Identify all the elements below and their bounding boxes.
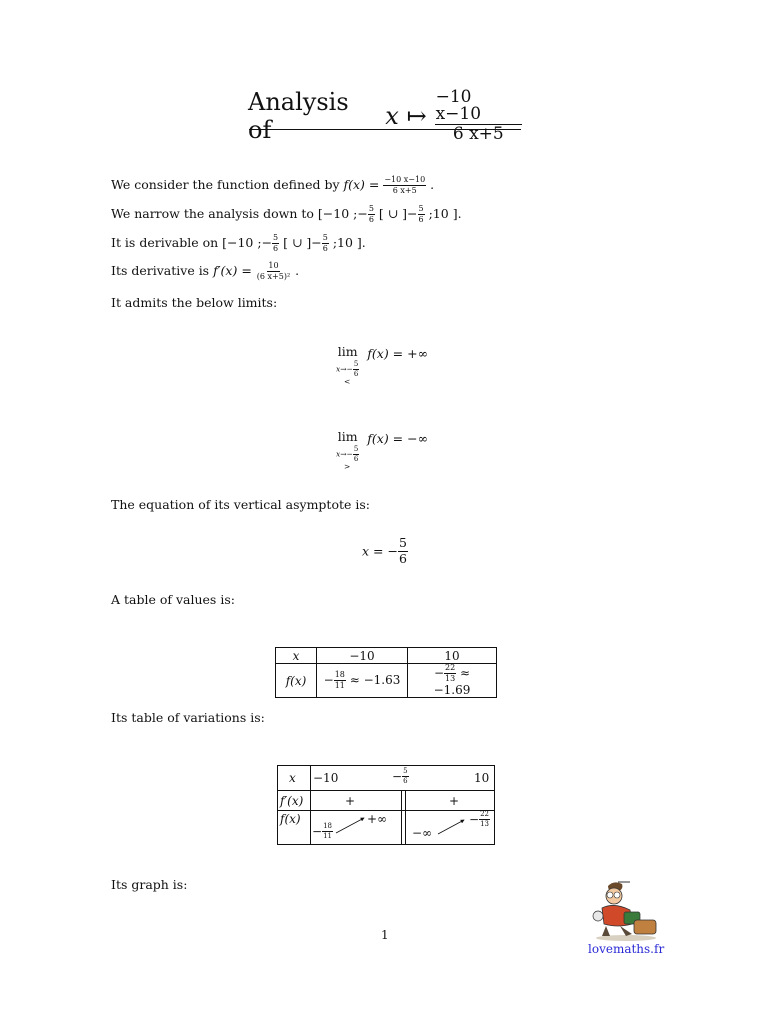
values-cell [317,664,408,698]
variations-table [277,765,495,845]
values-table [275,647,497,698]
p1-fraction [383,176,426,195]
var-x-mid-den: 6 [403,777,408,785]
asymptote-equation [362,537,408,565]
var-fprime-label: f′(x) [280,794,304,808]
frac-den: 6 [273,244,279,253]
p2-end: ;10 ]. [424,206,462,221]
values-cell: x [276,648,317,664]
title-var: x [385,102,399,130]
p4-fx: f′(x) = [213,263,256,278]
title-prefix: Analysis of [248,88,349,144]
values-approx: ≈ −1.69 [433,666,471,697]
values-num: 18 [334,670,345,679]
lim-sub-den: 6 [353,369,359,378]
lim-side: < [344,376,351,386]
frac-num: 5 [368,204,374,213]
limit-expression: f(x) = −∞ [367,431,429,446]
lim-operator [336,431,359,470]
values-cell: −10 [317,648,408,664]
lim-sub-num: 5 [353,359,359,368]
asymptote-lhs: x = − [362,543,398,559]
lim-sub-num: 5 [353,444,359,453]
p2-mid: [ ∪ ]− [374,206,418,221]
frac-den: 6 [418,215,424,224]
p4-fraction [256,262,291,281]
var-fprime-left-sign: + [345,794,356,808]
p2-frac-b [418,205,425,224]
title-denominator: 6 x+5 [452,124,504,144]
values-den: 11 [334,681,345,690]
title-numerator: −10 x−10 [435,89,522,125]
p4-num: 10 [268,261,279,270]
var-f-right-sign: − [469,812,480,827]
var-f-right-bottom: −∞ [412,826,433,840]
p3-text: It is derivable on [−10 ;− [111,235,273,250]
var-x-mid-sign: − [392,769,403,784]
lim-word: lim [337,344,358,359]
values-frac [334,671,346,690]
lim-subscript [336,361,359,386]
page-number: 1 [381,928,389,942]
values-den: 13 [445,674,456,683]
var-f-left-den: 11 [323,832,332,840]
limit-left [336,346,428,385]
values-row-fx [276,664,497,698]
p3-end: ;10 ]. [328,235,366,250]
paragraph-values-intro: A table of values is: [111,592,235,607]
var-arrows [278,766,494,844]
increase-arrow-left [336,818,364,833]
lim-word: lim [337,429,358,444]
values-cell [408,664,497,698]
var-f-right-den: 13 [480,820,489,828]
frac-num: 5 [273,233,279,242]
var-x-left: −10 [313,771,339,785]
frac-num: 5 [418,204,424,213]
frac-den: 6 [368,215,374,224]
paragraph-domain [111,205,462,224]
lovemaths-mascot-logo [586,880,666,942]
title-fraction [435,89,522,143]
var-f-left-top: +∞ [367,812,388,826]
asymptote-fraction [398,537,408,565]
values-sign: − [433,666,444,680]
p1-num: −10 x−10 [384,175,426,184]
values-cell: 10 [408,648,497,664]
p1-text: We consider the function defined by [111,177,344,192]
lim-sub-pre: x→− [336,364,353,373]
site-link[interactable]: lovemaths.fr [588,942,665,956]
title-underline [249,129,521,130]
limit-right [336,431,428,470]
lim-sub-den: 6 [353,454,359,463]
lim-sub-pre: x→− [336,449,353,458]
paragraph-derivable [111,234,366,253]
paragraph-variations-intro: Its table of variations is: [111,710,265,725]
var-x-right: 10 [474,771,490,785]
lim-sub-frac [353,361,359,378]
var-f-left-sign: − [312,824,323,839]
var-fprime-right-sign: + [449,794,460,808]
increase-arrow-right [438,820,464,834]
lim-operator [336,346,359,385]
asymptote-num: 5 [398,535,407,550]
p1-den: 6 x+5 [392,186,417,195]
paragraph-derivative [111,262,299,281]
values-approx: ≈ −1.63 [345,673,401,687]
values-frac [444,664,456,683]
page-title [248,88,522,144]
lim-sub-frac [353,446,359,463]
p1-fx: f(x) = [343,177,384,192]
paragraph-function-definition [111,176,434,195]
asymptote-den: 6 [398,550,407,566]
title-mapsto: ↦ [406,102,427,130]
values-cell: f(x) [276,664,317,698]
var-f-left-num: 18 [323,822,332,830]
p1-end: . [426,177,435,192]
limit-expression: f(x) = +∞ [367,346,429,361]
paragraph-limits-intro: It admits the below limits: [111,295,278,310]
var-x-label: x [289,771,296,785]
p4-text: Its derivative is [111,263,214,278]
p3-frac-b [322,234,329,253]
paragraph-asymptote-intro: The equation of its vertical asymptote is: [111,497,370,512]
p2-text: We narrow the analysis down to [−10 ;− [111,206,368,221]
var-f-right-num: 22 [480,810,489,818]
var-f-label: f(x) [280,812,301,826]
frac-num: 5 [322,233,328,242]
values-row-x [276,648,497,664]
frac-den: 6 [322,244,328,253]
p2-frac-a [368,205,375,224]
p4-end: . [291,263,300,278]
paragraph-graph-intro: Its graph is: [111,877,188,892]
values-num: 22 [445,663,456,672]
p4-den: (6 x+5)² [256,272,291,281]
values-sign: − [323,673,334,687]
lim-side: > [344,461,351,471]
lim-subscript [336,446,359,471]
var-x-mid-num: 5 [403,767,408,775]
p3-mid: [ ∪ ]− [279,235,322,250]
